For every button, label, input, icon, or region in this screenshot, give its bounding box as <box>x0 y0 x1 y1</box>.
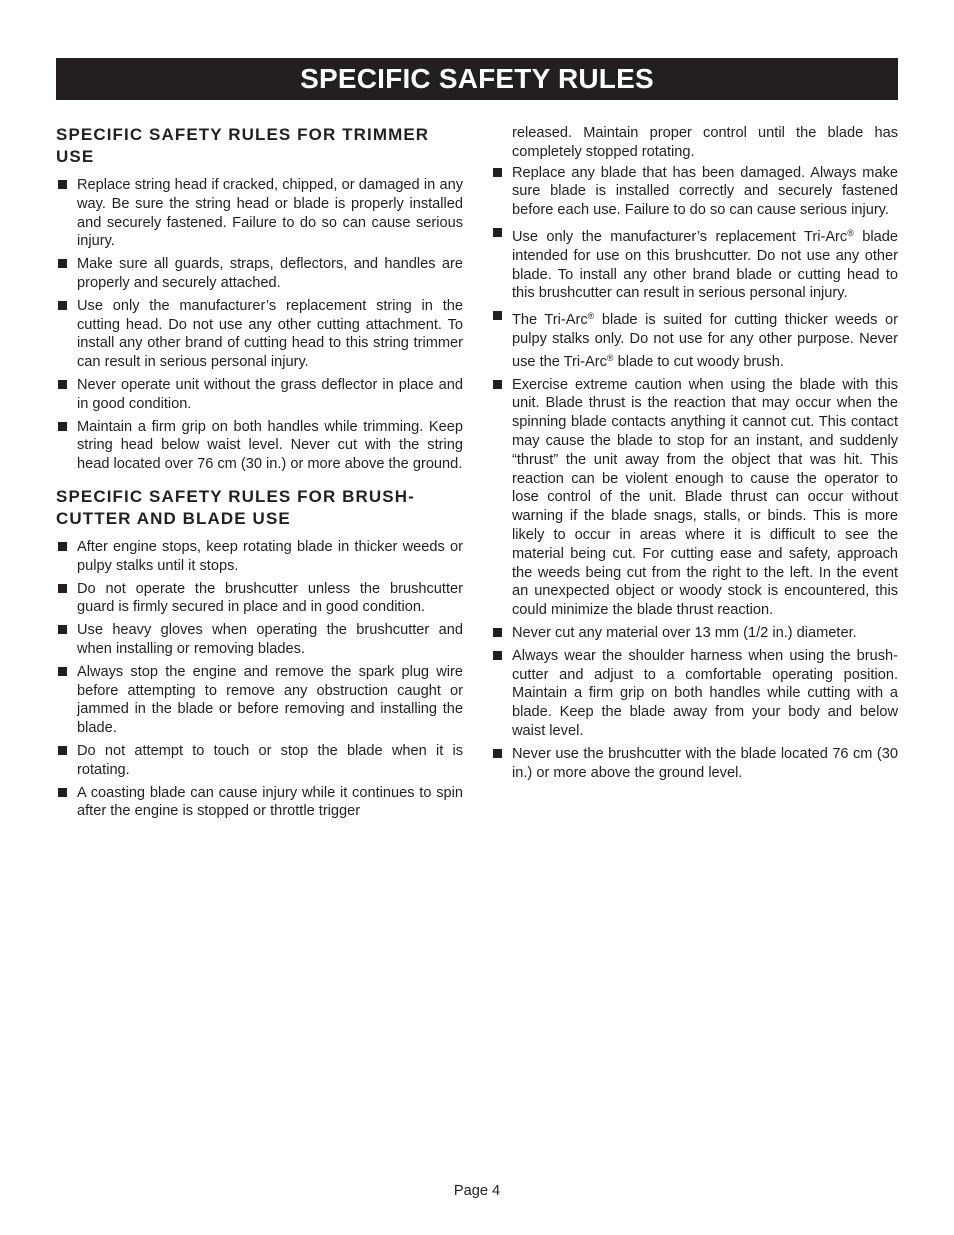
rule-text: Always stop the engine and remove the spark plug wire before attempting to remove any obstruction caught or jammed in the blade or before removing and installing the blade. <box>77 663 463 737</box>
rule-text: Never cut any material over 13 mm (1/2 in.) diameter. <box>512 624 857 641</box>
list-item <box>56 297 463 372</box>
rule-text: Never operate unit without the grass deflector in place and in good condition. <box>77 376 463 412</box>
rule-text: blade is suited for cutting thicker weeds or pulpy stalks only. Do not use for any other purpose. Never use the Tri-Arc <box>512 312 898 370</box>
bullet-square-icon <box>58 584 67 593</box>
list-item <box>491 376 898 620</box>
page-title: SPECIFIC SAFETY RULES <box>300 63 654 94</box>
bullet-square-icon <box>58 259 67 268</box>
bullet-square-icon <box>58 788 67 797</box>
list-item <box>56 418 463 474</box>
page-title-banner <box>56 58 898 100</box>
list-item <box>491 224 898 303</box>
rule-text: Replace string head if cracked, chipped, or damaged in any way. Be sure the string head or blade is properly installed and securely fastened. Failure to do so can cause serious injury. <box>77 177 463 250</box>
rule-text: Use only the manufacturer’s replacement Tri-Arc <box>512 228 848 245</box>
bullet-square-icon <box>493 749 502 758</box>
rule-text: Make sure all guards, straps, deflectors, and handles are properly and securely attached. <box>77 256 463 291</box>
bullet-square-icon <box>493 168 502 177</box>
bullet-square-icon <box>493 228 502 237</box>
bullet-square-icon <box>58 180 67 189</box>
left-column <box>56 120 463 825</box>
list-item <box>56 376 463 414</box>
right-column <box>491 124 898 786</box>
rule-text: Do not operate the brushcutter unless the brushcutter guard is firmly secured in place and in good condition. <box>77 580 463 616</box>
bullet-square-icon <box>58 667 67 676</box>
rule-text: After engine stops, keep rotating blade in thicker weeds or pulpy stalks until it stops. <box>77 538 463 574</box>
bullet-square-icon <box>493 380 502 389</box>
rule-text: Exercise extreme caution when using the blade with this unit. Blade thrust is the reaction that may occur when the spinning blade contacts anything it cannot cut. This contact may cause the blade to stop for an instant, and suddenly “thrust” the unit away from the object that was hit. This reaction can be violent enough to cause the operator to lose control of the unit. Blade thrust can occur without warning if the blade snags, stalls, or binds. This is more likely to occur in areas where it is difficult to see the material being cut. For cutting ease and safety, approach the weeds being cut from the right to the left. In the event an unexpected object or woody stock is encountered, this could minimize the blade thrust reaction. <box>512 376 898 619</box>
list-item <box>491 647 898 741</box>
bullet-square-icon <box>58 422 67 431</box>
list-item <box>56 176 463 251</box>
brushcutter-heading: SPECIFIC SAFETY RULES FOR BRUSH-CUTTER AND BLADE USE <box>56 486 415 528</box>
list-item <box>56 538 463 576</box>
continued-rule-text: released. Maintain proper control until the blade has completely stopped rotating. <box>512 125 898 160</box>
rule-text: blade intended for use on this brushcutter. Do not use any other blade. To install any other brand blade or cutting head to this brushcutter can result in serious personal injury. <box>512 228 898 302</box>
bullet-square-icon <box>493 311 502 320</box>
list-item <box>56 784 463 822</box>
rule-text: The Tri-Arc <box>512 312 588 329</box>
trimmer-heading: SPECIFIC SAFETY RULES FOR TRIMMER USE <box>56 125 430 166</box>
brushcutter-rules-list-continued <box>491 164 898 783</box>
list-item <box>491 164 898 220</box>
rule-text: Use only the manufacturer’s replacement string in the cutting head. Do not use any other cutting attachment. To install any other brand of cutting head to this string trimmer can result in serious personal injury. <box>77 297 463 371</box>
bullet-square-icon <box>58 625 67 634</box>
list-item <box>491 307 898 371</box>
list-item <box>56 255 463 293</box>
rule-text: Always wear the shoulder harness when using the brush-cutter and adjust to a comfortable operating position. Maintain a firm grip on both handles while cutting with a blade. Keep the blade away from your body and below waist level. <box>512 647 898 739</box>
rule-text: Maintain a firm grip on both handles while trimming. Keep string head below waist level. Never cut with the string head located over 76 cm (30 in.) or more above the ground. <box>77 418 463 473</box>
list-item <box>491 624 898 643</box>
bullet-square-icon <box>493 628 502 637</box>
list-item <box>56 580 463 618</box>
rule-text: blade to cut woody brush. <box>613 353 784 370</box>
registered-mark: ® <box>847 227 854 238</box>
rule-text: Use heavy gloves when operating the brushcutter and when installing or removing blades. <box>77 622 463 657</box>
registered-mark: ® <box>606 352 614 363</box>
trimmer-rules-list <box>56 176 463 474</box>
registered-mark: ® <box>587 311 595 322</box>
rule-text: Do not attempt to touch or stop the blade when it is rotating. <box>77 742 463 778</box>
list-item <box>491 745 898 783</box>
page-number: Page 4 <box>453 1183 501 1199</box>
bullet-square-icon <box>58 380 67 389</box>
brushcutter-rules-list <box>56 538 463 821</box>
bullet-square-icon <box>58 746 67 755</box>
rule-text: A coasting blade can cause injury while it continues to spin after the engine is stopped or throttle trigger <box>77 784 463 820</box>
bullet-square-icon <box>58 542 67 551</box>
bullet-square-icon <box>493 651 502 660</box>
list-item <box>56 663 463 738</box>
list-item <box>56 621 463 659</box>
bullet-square-icon <box>58 301 67 310</box>
list-item <box>56 742 463 780</box>
rule-text: Never use the brushcutter with the blade located 76 cm (30 in.) or more above the ground level. <box>512 745 898 781</box>
rule-text: Replace any blade that has been damaged. Always make sure blade is installed correctly and securely fastened before each use. Failure to do so can cause serious injury. <box>512 164 898 219</box>
